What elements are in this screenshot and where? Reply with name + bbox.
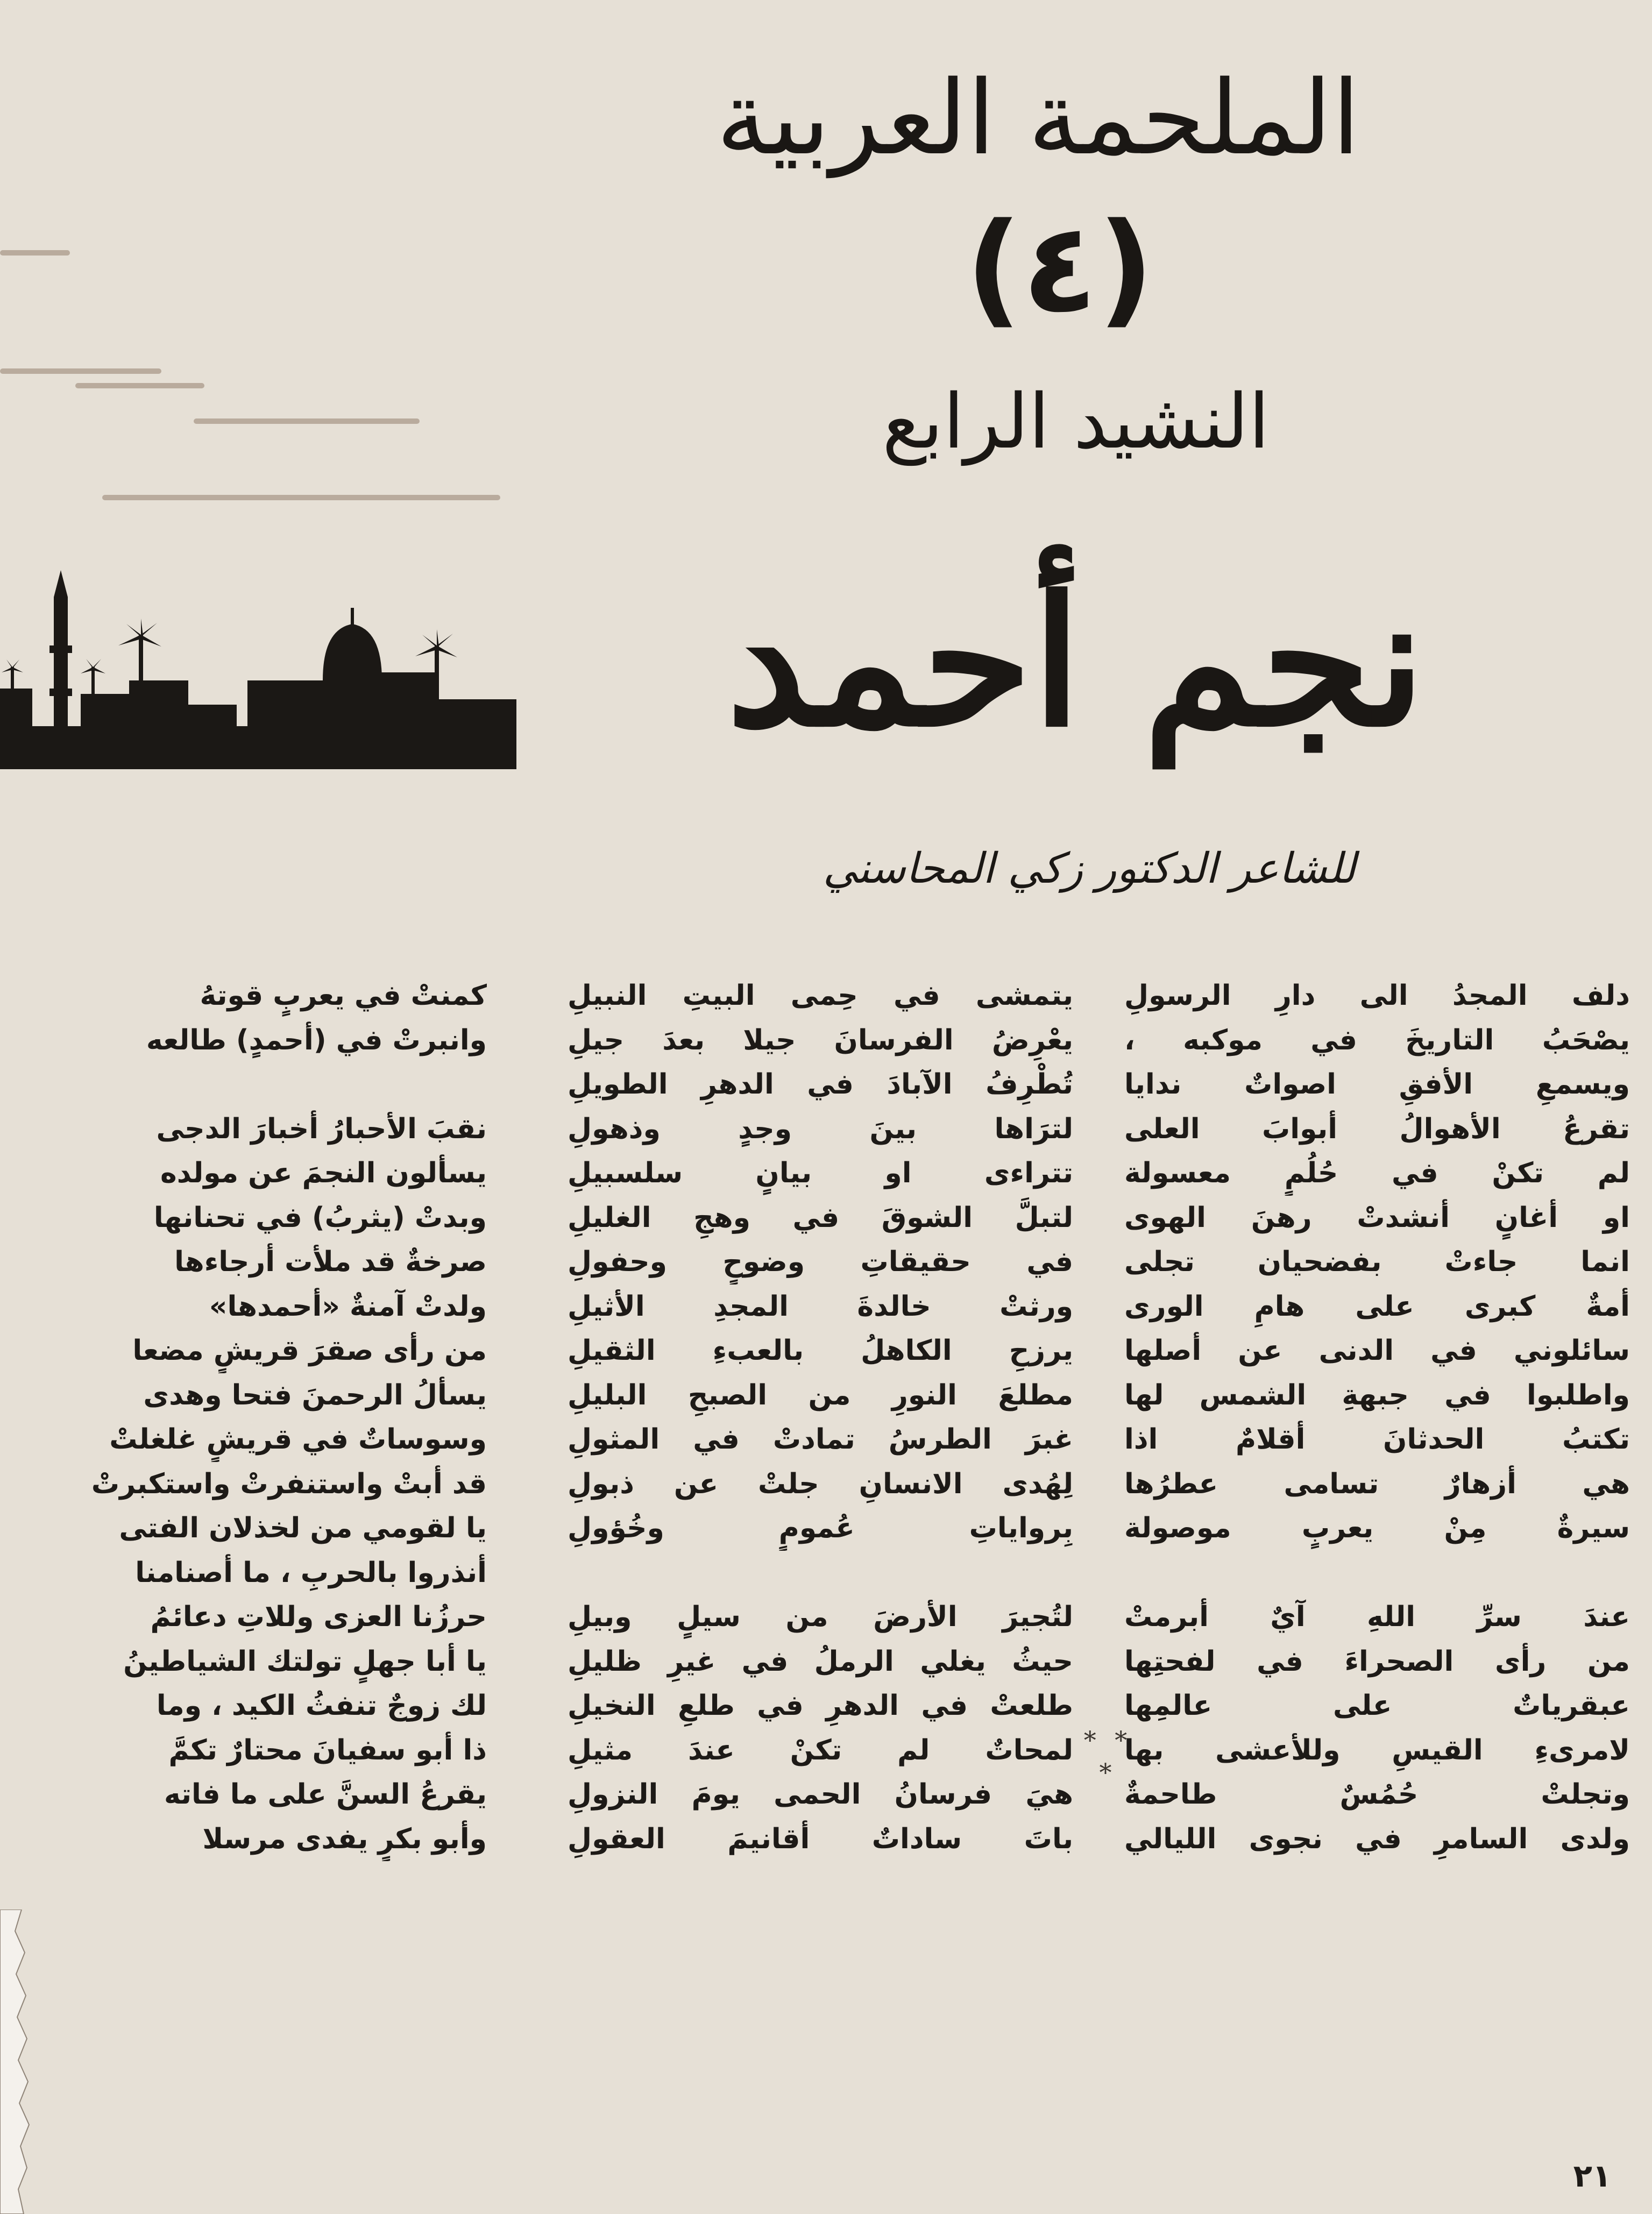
verse-line: يسألُ الرحمنَ فتحا وهدى [143,1379,487,1411]
verse-line: يصْحَبُ التاريخَ في موكبه ، [1124,1024,1630,1056]
verse-line: وبدتْ (يثربُ) في تحنانها [153,1201,487,1234]
verse-line: يا لقومي من لخذلان الفتى [119,1512,487,1544]
verse-line: هيَ فرسانُ الحمى يومَ النزولِ [568,1778,1073,1811]
stanza-break: * * * [1083,1726,1133,1787]
decorative-stroke [75,383,204,388]
decorative-stroke [102,495,500,500]
verse-line: واطلبوا في جبهةِ الشمس لها [1124,1379,1630,1411]
verse-line: لمحاتٌ لم تكنْ عندَ مثيلِ [568,1734,1073,1766]
series-title: الملحمة العربية [716,59,1360,178]
verse-line: يرزحِ الكاهلُ بالعبءِ الثقيلِ [568,1335,1073,1367]
verse-line: لتُجيرَ الأرضَ من سيلٍ وبيلِ [568,1601,1073,1633]
verse-line: حرزُنا العزى وللاتِ دعائمُ [150,1601,487,1633]
verse-line: دلف المجدُ الى دارِ الرسولِ [1124,980,1630,1012]
verse-line: ويسمعِ الأفقِ اصواتٌ ندايا [1124,1068,1630,1101]
verse-line: سائلوني في الدنى عن أصلها [1124,1335,1630,1367]
verse-line: أمةٌ كبرى على هامِ الورى [1124,1290,1630,1323]
verse-line: ولدتْ آمنةٌ «أحمدها» [209,1290,487,1323]
verse-line: كمنتْ في يعربٍ قوتهُ [200,980,487,1012]
verse-line: أنذروا بالحربِ ، ما أصنامنا [135,1556,487,1589]
verse-line: يتمشى في حِمى البيتِ النبيلِ [568,980,1073,1012]
part-number: (٤) [965,197,1154,340]
verse-line: عندَ سرِّ اللهِ آيٌ أبرمتْ [1124,1601,1630,1633]
section-title: النشيد الرابع [882,378,1270,466]
verse-line: قد أبتْ واستنفرتْ واستكبرتْ [91,1467,487,1500]
verse-line: لم تكنْ في حُلُمٍ معسولة [1124,1157,1630,1189]
verse-line: لِهُدى الانسانِ جلتْ عن ذبولِ [568,1467,1073,1500]
verse-line: لتبلَّ الشوقَ في وهجِ الغليلِ [568,1201,1073,1234]
verse-line: بِرواياتِ عُمومٍ وخُؤولِ [568,1512,1073,1544]
verse-line [0,1062,487,1107]
verse-line: من رأى صقرَ قريشٍ مضعا [132,1335,487,1367]
torn-page-edge [0,1910,32,2214]
verse-line: في حقيقاتِ وضوحٍ وحفولِ [568,1246,1073,1278]
poem-column-right [1124,974,1630,1861]
poem-column-left [0,974,487,1861]
verse-line: وأبو بكرٍ يفدى مرسلا [202,1822,487,1855]
verse-line: وسوساتٌ في قريشٍ غلغلتْ [109,1423,487,1456]
verse-line: لك زوجٌ تنفثُ الكيد ، وما [156,1690,487,1722]
verse-line: تُطْرِفُ الآبادَ في الدهرِ الطويلِ [568,1068,1073,1101]
verse-line: نقبَ الأحبارُ أخبارَ الدجى [156,1112,487,1145]
verse-line: او أغانٍ أنشدتْ رهنَ الهوى [1124,1201,1630,1234]
verse-line: هي أزهارٌ تسامى عطرُها [1124,1467,1630,1500]
verse-line: يسألون النجمَ عن مولده [160,1157,487,1189]
verse-line: تكتبُ الحدثانَ أقلامٌ اذا [1124,1423,1630,1456]
verse-line: غبرَ الطرسُ تمادتْ في المثولِ [568,1423,1073,1456]
verse-line: عبقرياتٌ على عالمِها [1124,1690,1630,1722]
main-title: نجم أحمد [726,557,1426,766]
poem-column-middle [568,974,1073,1861]
verse-line: تتراءى او بيانٍ سلسبيلِ [568,1157,1073,1189]
page-number: ٢١ [1573,2158,1612,2194]
verse-line: من رأى الصحراءَ في لفحتِها [1124,1645,1630,1678]
city-skyline-illustration [0,565,516,769]
verse-line: مطلعَ النورِ من الصبحِ البليلِ [568,1379,1073,1411]
author-byline: للشاعر الدكتور زكي المحاسني [823,845,1356,893]
verse-line [568,1551,1073,1595]
verse-line: تقرعُ الأهوالُ أبوابَ العلى [1124,1112,1630,1145]
decorative-stroke [0,368,161,374]
verse-line: باتَ ساداتٌ أقانيمَ العقولِ [568,1822,1073,1855]
decorative-stroke [194,418,420,424]
verse-line: ورثتْ خالدةَ المجدِ الأثيلِ [568,1290,1073,1323]
verse-line: ولدى السامرِ في نجوى الليالي [1124,1822,1630,1855]
verse-line [1124,1551,1630,1595]
verse-line: طلعتْ في الدهرِ في طلعِ النخيلِ [568,1690,1073,1722]
verse-line: لامرىءِ القيسِ وللأعشى بها [1124,1734,1630,1766]
verse-line: حيثُ يغلي الرملُ في غيرِ ظليلِ [568,1645,1073,1678]
verse-line: ذا أبو سفيانَ محتارٌ تكمَّ [168,1734,487,1766]
verse-line: صرخةٌ قد ملأت أرجاءها [174,1246,487,1278]
verse-line: يا أبا جهلٍ تولتك الشياطينُ [123,1645,487,1678]
verse-line: سيرةٌ مِنْ يعربٍ موصولة [1124,1512,1630,1544]
decorative-stroke [0,250,70,256]
verse-line: يقرعُ السنَّ على ما فاته [164,1778,487,1811]
verse-line: وانبرتْ في (أحمدٍ) طالعه [146,1024,487,1056]
verse-line: يعْرِضُ الفرسانَ جيلا بعدَ جيلِ [568,1024,1073,1056]
verse-line: وتجلتْ حُمُسٌ طاحمةٌ [1124,1778,1630,1811]
verse-line: لترَاها بينَ وجدٍ وذهولِ [568,1112,1073,1145]
verse-line: انما جاءتْ بفضحيان تجلى [1124,1246,1630,1278]
